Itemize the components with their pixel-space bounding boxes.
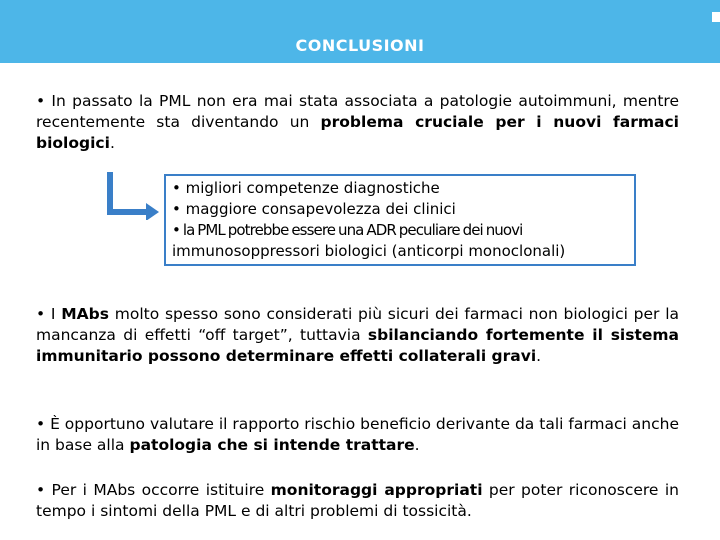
reasons-item: • la PML potrebbe essere una ADR peculiare dei nuovi	[172, 221, 523, 239]
reasons-box	[164, 174, 636, 266]
paragraph-mabs-safety	[36, 304, 679, 367]
paragraph-emphasis: monitoraggi appropriati	[270, 481, 483, 499]
paragraph-tail: .	[109, 134, 115, 152]
paragraph-prefix: • I	[36, 305, 62, 323]
paragraph-tail: .	[536, 347, 542, 365]
paragraph-risk-benefit	[36, 414, 679, 456]
paragraph-text: • È opportuno valutare il rapporto rischio beneficio derivante da tali farmaci anche in base alla	[36, 415, 679, 454]
reasons-item: immunosoppressori biologici (anticorpi monoclonali)	[172, 242, 566, 260]
paragraph-emphasis: sbilanciando fortemente il sistema immunitario possono determinare effetti collaterali gravi	[36, 326, 679, 365]
reasons-item: • maggiore consapevolezza dei clinici	[172, 200, 456, 218]
paragraph-text: • Per i MAbs occorre istituire	[36, 481, 271, 499]
slide-title: CONCLUSIONI	[295, 36, 425, 55]
header-bar	[0, 0, 720, 63]
header-corner-notch	[712, 12, 720, 22]
paragraph-emphasis: MAbs	[61, 305, 109, 323]
paragraph-monitoring	[36, 480, 679, 522]
reasons-item: • migliori competenze diagnostiche	[172, 179, 440, 197]
paragraph-emphasis: problema cruciale per i nuovi farmaci biologici	[36, 113, 679, 152]
paragraph-emphasis: patologia che si intende trattare	[129, 436, 415, 454]
paragraph-pml-history	[36, 91, 679, 154]
paragraph-text: • In passato la PML non era mai stata associata a patologie autoimmuni, mentre recentemente sta diventando un	[36, 92, 679, 131]
paragraph-text: molto spesso sono considerati più sicuri dei farmaci non biologici per la mancanza di effetti “off target”, tuttavia	[36, 305, 679, 344]
paragraph-tail: .	[414, 436, 420, 454]
corner-down-right-arrow-icon	[104, 170, 160, 220]
paragraph-tail: per poter riconoscere in tempo i sintomi della PML e di altri problemi di tossicità.	[36, 481, 679, 520]
